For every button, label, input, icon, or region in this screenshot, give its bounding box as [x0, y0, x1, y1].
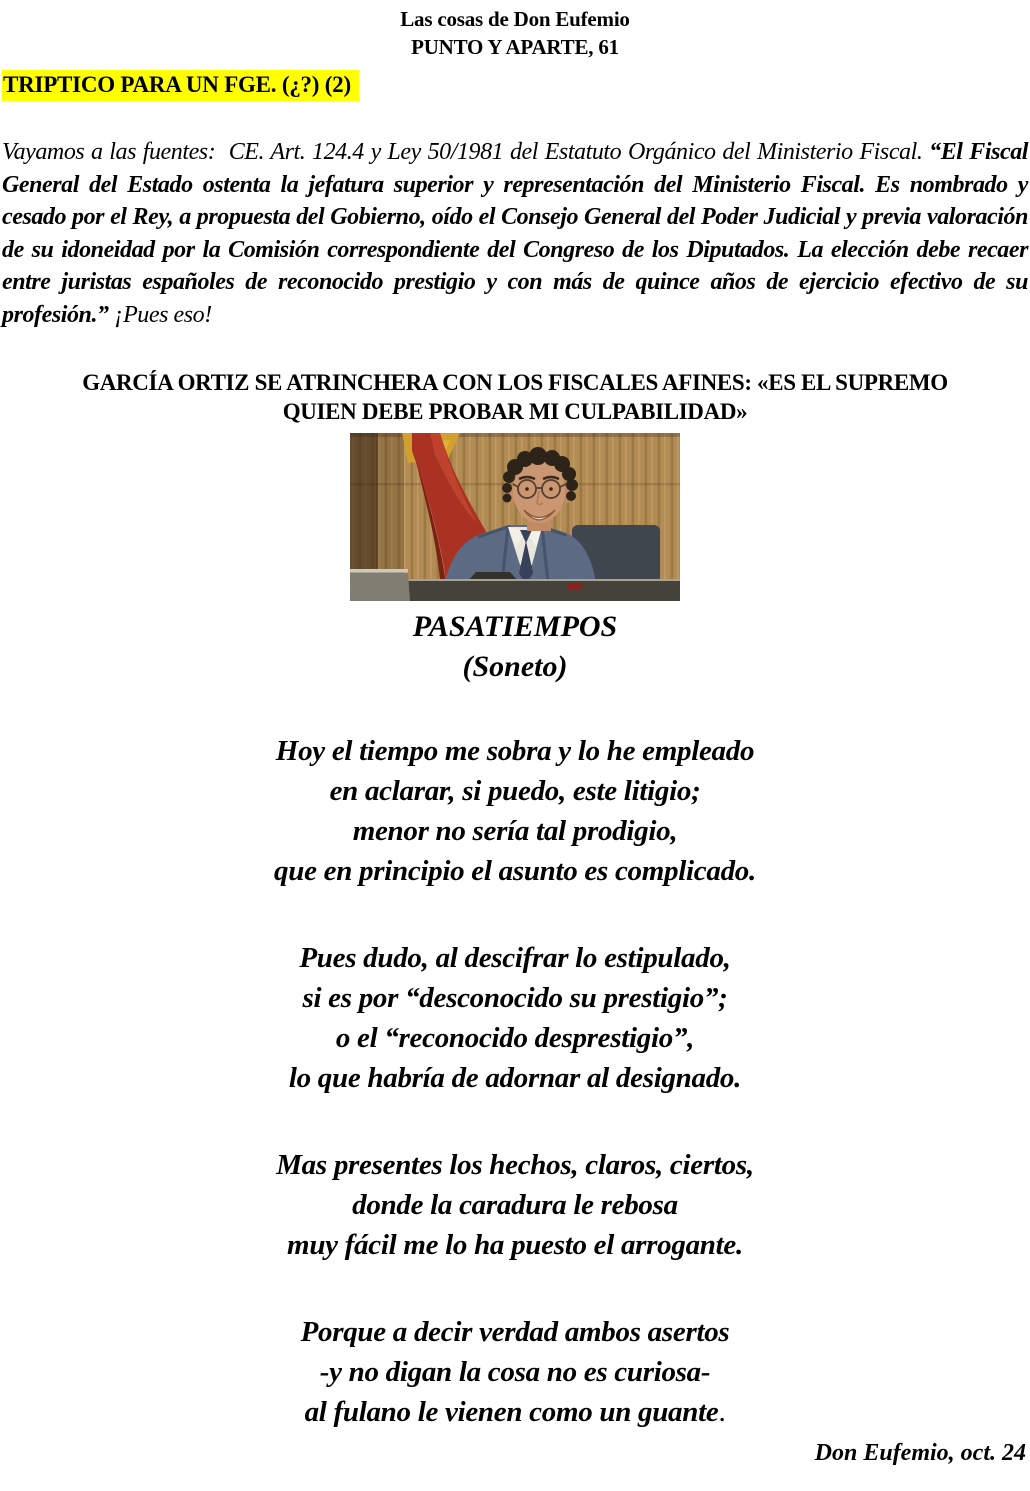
- poem-line: que en principio el asunto es complicado.: [274, 855, 756, 887]
- intro-paragraph: [2, 136, 1028, 331]
- photo-container: [2, 433, 1028, 601]
- photo-garcia-ortiz-congress: [350, 433, 680, 601]
- poem-line: Mas presentes los hechos, claros, ciertos,: [276, 1149, 754, 1181]
- poem-title: PASATIEMPOS: [412, 610, 618, 643]
- poem-stanza-1: [2, 731, 1028, 891]
- doc-title: Las cosas de Don Eufemio: [400, 7, 630, 31]
- poem-line: muy fácil me lo ha puesto el arrogante.: [287, 1229, 743, 1261]
- poem-line: si es por “desconocido su prestigio”;: [302, 982, 728, 1014]
- poem-line: donde la caradura le rebosa: [352, 1189, 678, 1221]
- poem-line: en aclarar, si puedo, este litigio;: [329, 775, 701, 807]
- news-headline-line2: QUIEN DEBE PROBAR MI CULPABILIDAD»: [282, 399, 748, 424]
- intro-tail: ¡Pues eso!: [114, 301, 212, 328]
- poem-line-last-text: al fulano le vienen como un guante: [304, 1396, 719, 1428]
- poem-line: Porque a decir verdad ambos asertos: [300, 1316, 730, 1348]
- poem-line: Hoy el tiempo me sobra y lo he empleado: [275, 735, 755, 767]
- poem-line: Pues dudo, al descifrar lo estipulado,: [299, 942, 731, 974]
- final-period: .: [718, 1396, 726, 1428]
- author-signature: Don Eufemio, oct. 24: [814, 1440, 1026, 1466]
- poem-line: menor no sería tal prodigio,: [352, 815, 678, 847]
- poem-line: lo que habría de adornar al designado.: [288, 1062, 742, 1094]
- poem-subtitle: (Soneto): [462, 650, 568, 683]
- poem-stanza-2: [2, 938, 1028, 1098]
- poem-line: -y no digan la cosa no es curiosa-: [319, 1356, 711, 1388]
- news-headline: [2, 368, 1028, 426]
- poem-line: o el “reconocido desprestigio”,: [335, 1022, 695, 1054]
- intro-quote: “El Fiscal General del Estado ostenta la jefatura superior y representación del Ministerio Fiscal. Es nombrado y cesado por el Rey, a propuesta del Gobierno, oído el Consejo General del Poder Judicial y previa valoración de su idoneidad por la Comisión correspondiente del Congreso de los Diputados. La elección debe recaer entre juristas españoles de reconocido prestigio y con más de quince años de ejercicio efectivo de su profesión.”: [2, 139, 1028, 328]
- doc-subtitle: PUNTO Y APARTE, 61: [411, 35, 619, 59]
- intro-lead: Vayamos a las fuentes: CE. Art. 124.4 y Ley 50/1981 del Estatuto Orgánico del Ministerio Fiscal.: [2, 139, 930, 165]
- poem-line-last: [2, 1392, 1028, 1432]
- section-title-row: [2, 70, 1028, 101]
- poem-stanza-4: [2, 1312, 1028, 1432]
- poem-stanza-3: [2, 1145, 1028, 1265]
- section-title-highlighted: TRIPTICO PARA UN FGE. (¿?) (2): [2, 70, 359, 101]
- news-headline-line1: GARCÍA ORTIZ SE ATRINCHERA CON LOS FISCALES AFINES: «ES EL SUPREMO: [82, 370, 948, 395]
